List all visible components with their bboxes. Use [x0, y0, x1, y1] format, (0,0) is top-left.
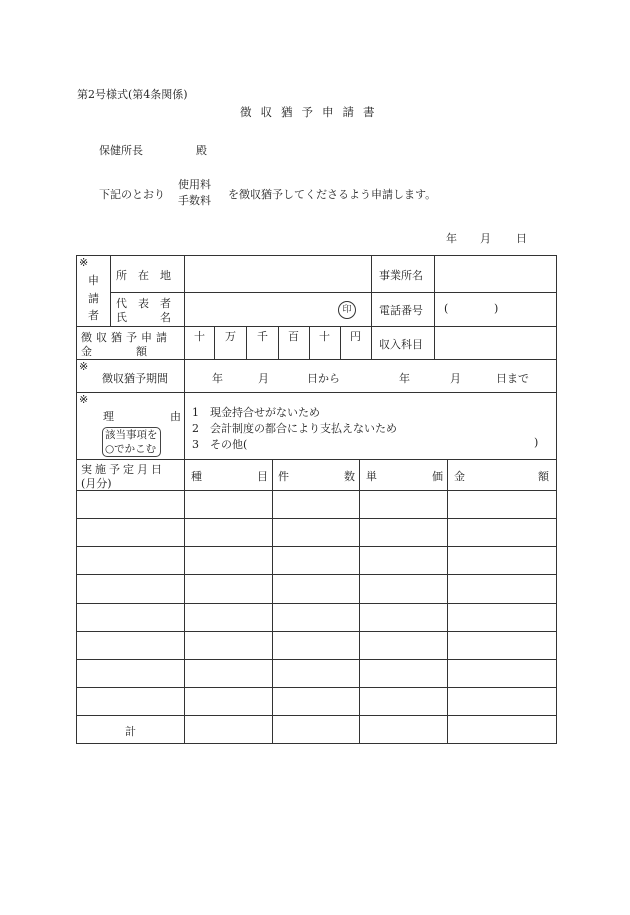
amount-unit-sen: 千 [257, 330, 268, 343]
schedule-unit-header-a: 単 [366, 470, 377, 483]
application-table [76, 255, 557, 744]
amount-unit-hyaku: 百 [288, 330, 299, 343]
office-name-label: 事業所名 [379, 269, 423, 282]
amount-label-1: 徴収猶予申請 [81, 331, 171, 344]
schedule-amount-header-b: 額 [538, 470, 549, 483]
reason-other-close-paren: ) [534, 436, 539, 449]
schedule-total-label: 計 [125, 725, 136, 738]
applicant-section-label-2: 請 [88, 292, 99, 305]
applicant-section-label-3: 者 [88, 309, 99, 322]
reason-option-1[interactable]: 1 現金持合せがないため [192, 406, 320, 419]
fee-options [178, 177, 211, 209]
period-start-day: 日から [307, 372, 340, 385]
address-label: 所 在 地 [116, 269, 171, 282]
reason-note-mark: ※ [79, 393, 89, 406]
phone-label: 電話番号 [379, 304, 423, 317]
period-start-year: 年 [212, 372, 223, 385]
period-note-mark: ※ [79, 360, 89, 373]
amount-unit-en: 円 [350, 330, 361, 343]
address-field[interactable] [189, 267, 365, 281]
applicant-note-mark: ※ [79, 256, 89, 269]
seal-icon: 印 [338, 301, 356, 319]
period-start-month: 月 [258, 372, 269, 385]
date-day-label: 日 [516, 232, 527, 245]
period-end-year: 年 [399, 372, 410, 385]
addressee: 保健所長 [99, 144, 143, 157]
page-title: 徴収猶予申請書 [240, 105, 384, 119]
reason-instruction-line-2: ○でかこむ [105, 443, 157, 455]
revenue-item-label: 収入科目 [379, 338, 423, 351]
body-prefix: 下記のとおり [99, 188, 165, 201]
phone-open-paren: ( [444, 302, 449, 315]
application-date [446, 230, 527, 246]
reason-label-1: 理 [103, 410, 114, 423]
amount-unit-man: 万 [225, 330, 236, 343]
applicant-section-label-1: 申 [88, 274, 99, 287]
form-number: 第2号様式(第4条関係) [77, 88, 188, 101]
schedule-kind-header-b: 目 [257, 470, 268, 483]
schedule-unit-header-b: 価 [432, 470, 443, 483]
amount-unit-jyu: 十 [319, 330, 330, 343]
fee-option-usage: 使用料 [178, 178, 211, 191]
office-name-field[interactable] [439, 267, 551, 281]
period-label: 徴収猶予期間 [102, 372, 168, 385]
amount-unit-jyuman: 十 [194, 330, 205, 343]
reason-label-2: 由 [170, 410, 181, 423]
schedule-count-header-b: 数 [344, 470, 355, 483]
amount-label-2: 金 額 [81, 345, 147, 358]
schedule-date-header-2: (月分) [81, 477, 112, 490]
schedule-count-header-a: 件 [278, 470, 289, 483]
representative-label-1: 代 表 者 [116, 297, 171, 310]
reason-instruction-line-1: 該当事項を [105, 429, 158, 441]
period-end-day: 日まで [496, 372, 529, 385]
schedule-amount-header-a: 金 [454, 470, 465, 483]
date-month-label: 月 [480, 232, 491, 245]
period-end-month: 月 [450, 372, 461, 385]
reason-option-2[interactable]: 2 会計制度の都合により支払えないため [192, 422, 397, 435]
schedule-kind-header-a: 種 [191, 470, 202, 483]
honorific: 殿 [196, 144, 207, 157]
reason-instruction [102, 427, 161, 457]
representative-label-2: 氏 名 [116, 311, 171, 324]
reason-option-3[interactable]: 3 その他( [192, 438, 248, 451]
phone-close-paren: ) [494, 302, 499, 315]
schedule-date-header-1: 実施予定月日 [81, 463, 165, 476]
body-suffix: を徴収猶予してくださるよう申請します。 [228, 188, 437, 201]
date-year-label: 年 [446, 232, 457, 245]
fee-option-handling: 手数料 [178, 194, 211, 207]
